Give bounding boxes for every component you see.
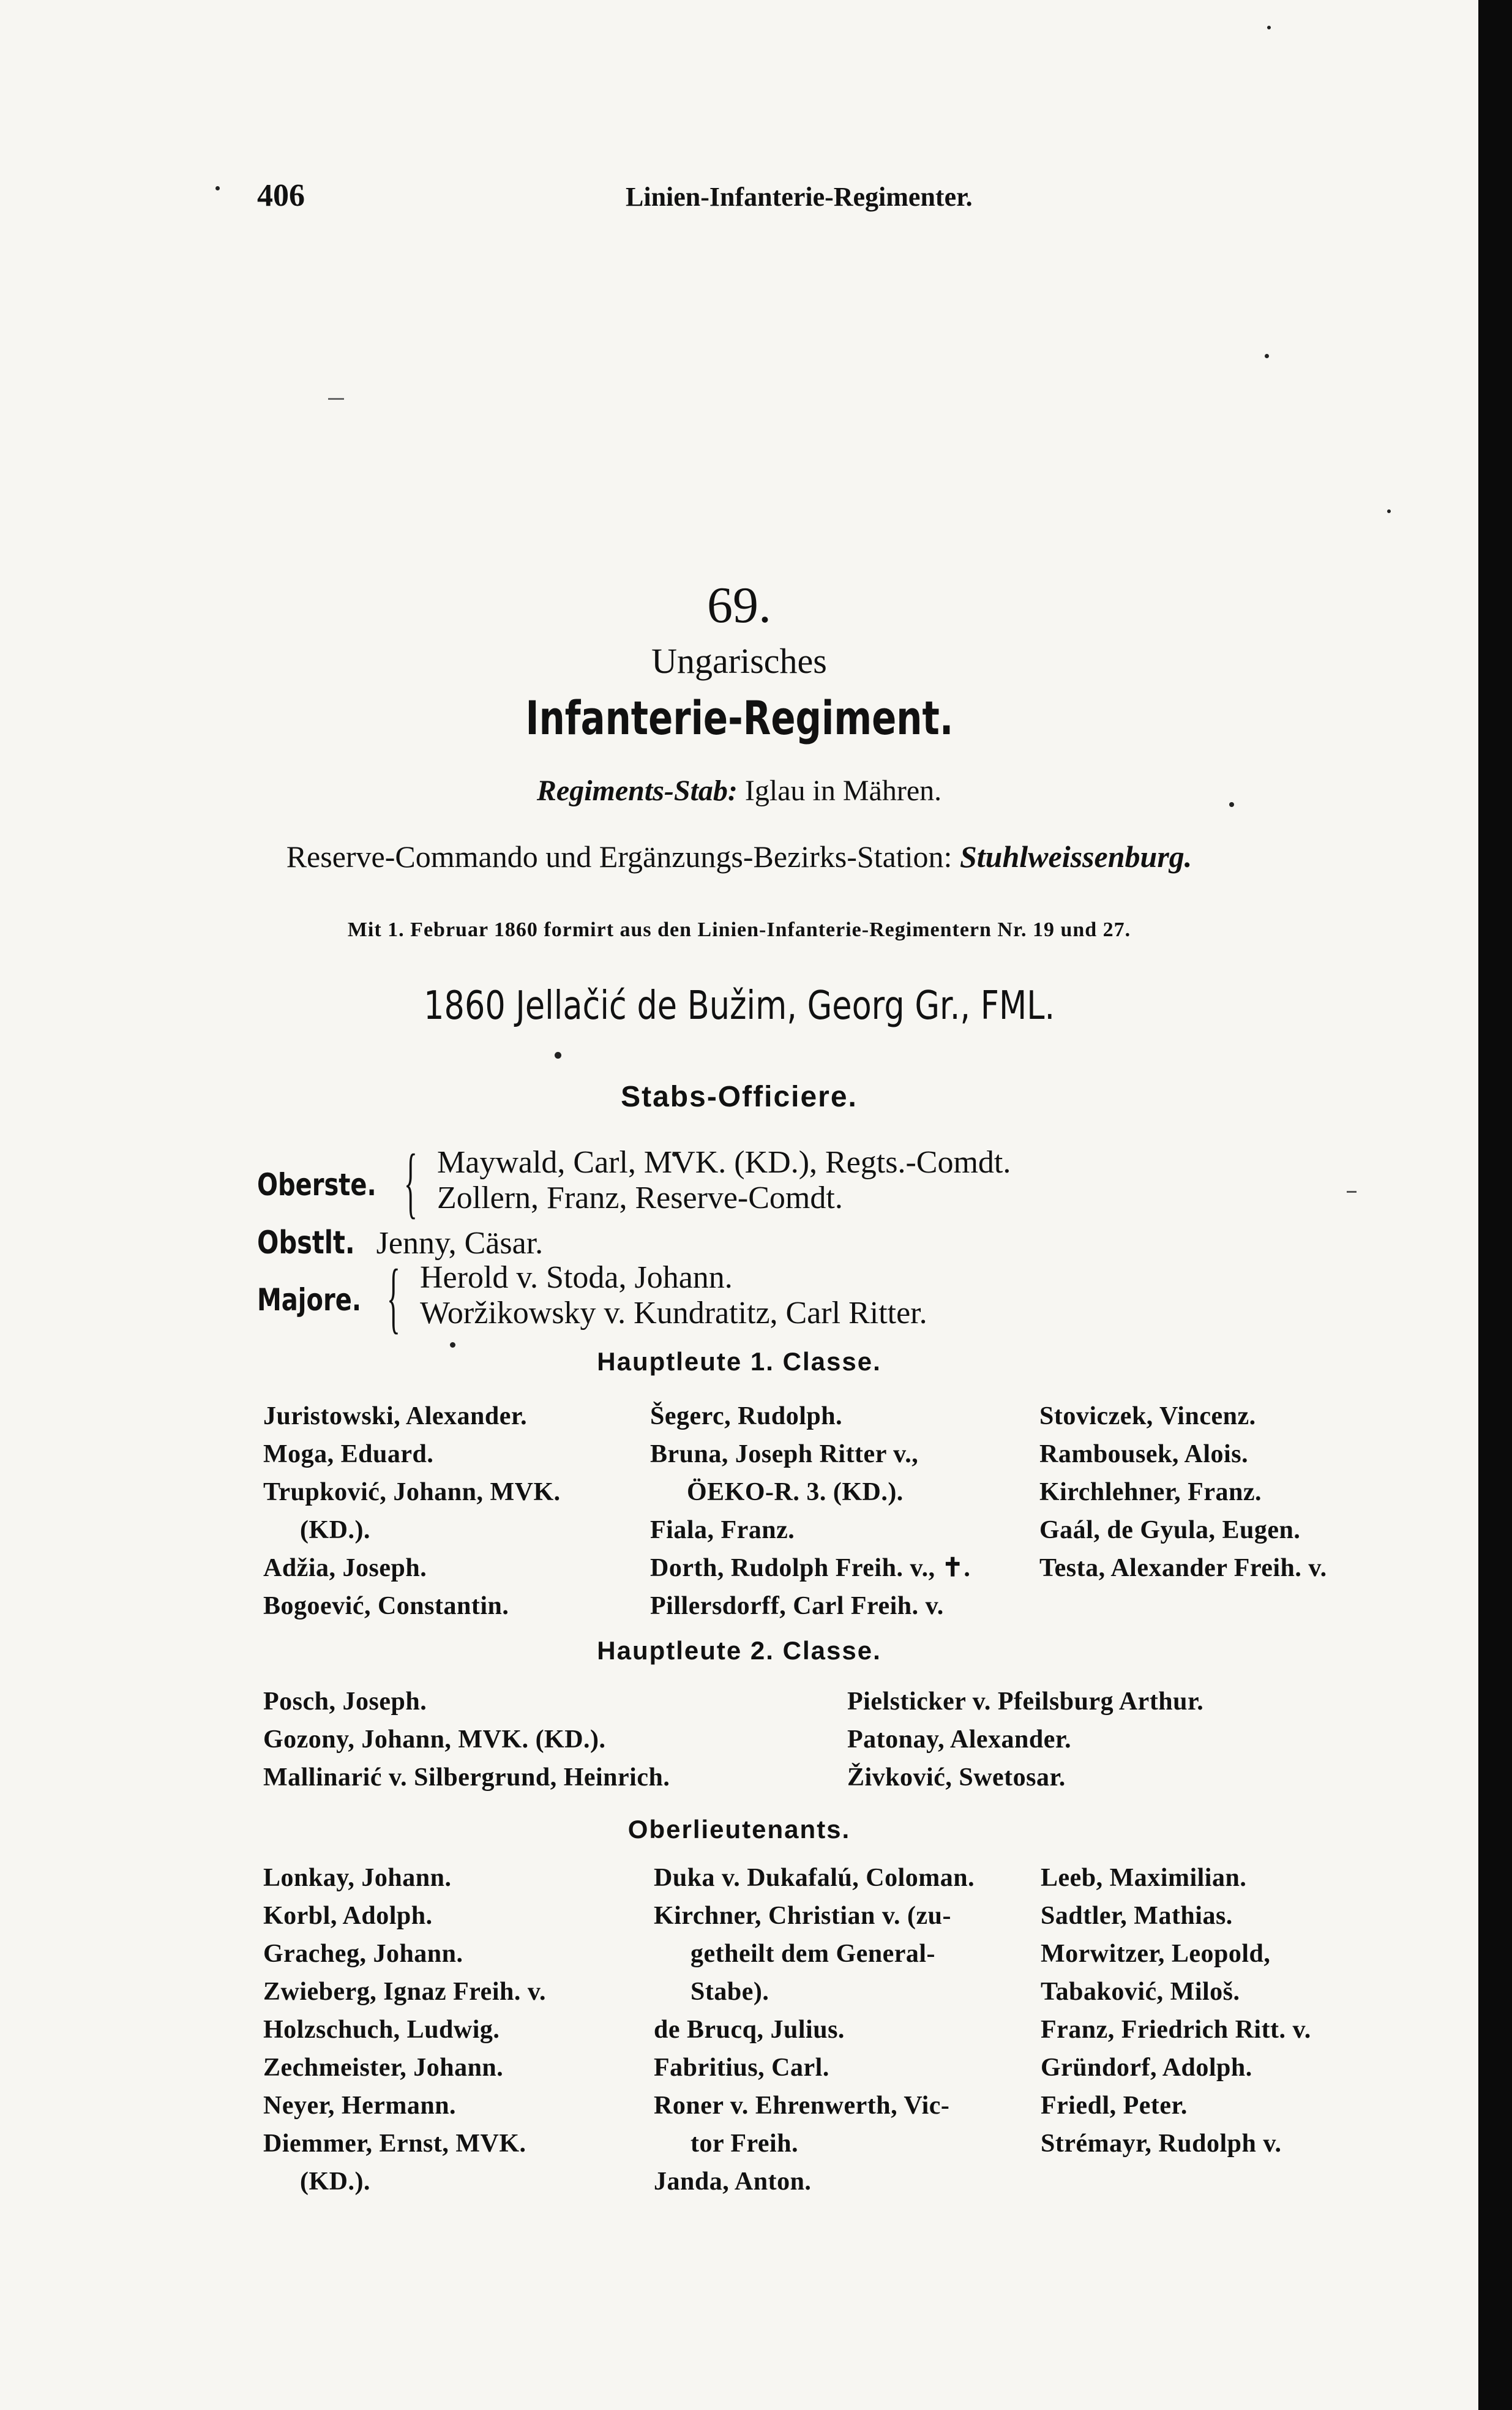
list-item: Roner v. Ehrenwerth, Vic- [654, 2092, 950, 2120]
list-item: getheilt dem General- [691, 1940, 936, 1968]
oberste-entry: Maywald, Carl, MVK. (KD.), Regts.-Comdt. [437, 1145, 1011, 1180]
list-item: ÖEKO-R. 3. (KD.). [687, 1478, 904, 1506]
brace-majore: { [387, 1253, 400, 1342]
list-item: de Brucq, Julius. [654, 2016, 845, 2044]
section-heading-hauptleute-2: Hauptleute 2. Classe. [597, 1636, 881, 1665]
obstlt-label: Obstlt. [257, 1225, 355, 1261]
list-item: Moga, Eduard. [263, 1440, 434, 1468]
list-item: Friedl, Peter. [1041, 2092, 1188, 2120]
oberste-label-text: Oberste. [257, 1167, 376, 1203]
list-item: Leeb, Maximilian. [1041, 1864, 1247, 1892]
print-speck [1267, 26, 1271, 29]
list-item: Korbl, Adolph. [263, 1902, 433, 1930]
list-item: Patonay, Alexander. [847, 1725, 1072, 1754]
section-heading-hauptleute-1: Hauptleute 1. Classe. [597, 1347, 881, 1376]
print-speck [215, 186, 220, 190]
hauptleute-1-col2 [650, 1397, 970, 1625]
regiment-type-text: Infanterie-Regiment. [525, 691, 953, 745]
hauptleute-2-col2 [847, 1683, 1203, 1796]
list-item: Gaál, de Gyula, Eugen. [1039, 1516, 1301, 1544]
list-item: Strémayr, Rudolph v. [1041, 2130, 1282, 2158]
hauptleute-1-col1 [263, 1397, 561, 1625]
reserve-line [0, 839, 1478, 874]
print-speck [1387, 509, 1391, 513]
regiment-nationality: Ungarisches [651, 641, 827, 681]
list-item: Pillersdorff, Carl Freih. v. [650, 1592, 944, 1620]
list-item: Trupković, Johann, MVK. [263, 1478, 561, 1506]
list-item: Šegerc, Rudolph. [650, 1402, 843, 1430]
oberlieutenants-col2 [654, 1859, 975, 2201]
list-item: Mallinarić v. Silbergrund, Heinrich. [263, 1763, 670, 1792]
oberste-list [437, 1145, 1011, 1216]
majore-list [420, 1260, 927, 1331]
majore-label [257, 1282, 387, 1318]
list-item: (KD.). [300, 1516, 370, 1544]
oberste-label [257, 1167, 406, 1203]
page-number: 406 [257, 178, 305, 213]
list-item: Gracheg, Johann. [263, 1940, 463, 1968]
list-item: Morwitzer, Leopold, [1041, 1940, 1271, 1968]
list-item: Holzschuch, Ludwig. [263, 2016, 500, 2044]
inhaber-line [0, 983, 1478, 1029]
list-item: Stoviczek, Vincenz. [1039, 1402, 1256, 1430]
list-item: Gozony, Johann, MVK. (KD.). [263, 1725, 606, 1754]
list-item: Lonkay, Johann. [263, 1864, 452, 1892]
brace-oberste: { [404, 1138, 417, 1226]
section-heading-stabs-officiere: Stabs-Officiere. [621, 1081, 858, 1113]
list-item: Janda, Anton. [654, 2168, 812, 2196]
list-item: Tabaković, Miloš. [1041, 1978, 1240, 2006]
regiment-type [0, 691, 1478, 745]
list-item: Kirchlehner, Franz. [1039, 1478, 1262, 1506]
running-title: Linien-Infanterie-Regimenter. [626, 182, 973, 212]
list-item: Diemmer, Ernst, MVK. [263, 2130, 526, 2158]
list-item: Fiala, Franz. [650, 1516, 795, 1544]
list-item: Duka v. Dukafalú, Coloman. [654, 1864, 975, 1892]
list-item: Zechmeister, Johann. [263, 2054, 504, 2082]
majore-label-text: Majore. [257, 1282, 362, 1318]
list-item: Kirchner, Christian v. (zu- [654, 1902, 952, 1930]
hauptleute-1-col3 [1039, 1397, 1327, 1587]
oberlieutenants-col1 [263, 1859, 546, 2201]
print-mark [1347, 1191, 1357, 1193]
inhaber-text: 1860 Jellačić de Bužim, Georg Gr., FML. [423, 983, 1055, 1029]
print-speck [555, 1052, 561, 1059]
list-item: Fabritius, Carl. [654, 2054, 829, 2082]
list-item: Pielsticker v. Pfeilsburg Arthur. [847, 1687, 1204, 1716]
list-item: tor Freih. [691, 2130, 799, 2158]
list-item: Franz, Friedrich Ritt. v. [1041, 2016, 1311, 2044]
list-item: Rambousek, Alois. [1039, 1440, 1249, 1468]
list-item: (KD.). [300, 2168, 370, 2196]
list-item: Adžia, Joseph. [263, 1554, 427, 1582]
majore-entry: Herold v. Stoda, Johann. [420, 1260, 733, 1295]
hauptleute-2-col1 [263, 1683, 670, 1796]
list-item: Sadtler, Mathias. [1041, 1902, 1233, 1930]
list-item: Živković, Swetosar. [847, 1763, 1066, 1792]
list-item: Juristowski, Alexander. [263, 1402, 528, 1430]
list-item: Bruna, Joseph Ritter v., [650, 1440, 919, 1468]
obstlt-entry: Jenny, Cäsar. [376, 1226, 544, 1261]
list-item: Stabe). [691, 1978, 769, 2006]
majore-entry: Woržikowsky v. Kundratitz, Carl Ritter. [420, 1296, 927, 1331]
oberste-entry: Zollern, Franz, Reserve-Comdt. [437, 1181, 843, 1215]
formation-note: Mit 1. Februar 1860 formirt aus den Linien-Infanterie-Regimentern Nr. 19 und 27. [347, 918, 1131, 941]
print-mark [328, 398, 344, 400]
section-heading-oberlieutenants: Oberlieutenants. [627, 1815, 851, 1844]
list-item: Bogoević, Constantin. [263, 1592, 509, 1620]
list-item: Dorth, Rudolph Freih. v., ✝. [650, 1554, 971, 1582]
regiment-stab-location: Iglau in Mähren. [744, 775, 942, 807]
reserve-location: Stuhlweissenburg. [959, 839, 1192, 874]
list-item: Testa, Alexander Freih. v. [1039, 1554, 1327, 1582]
oberlieutenants-col3 [1041, 1859, 1311, 2163]
list-item: Neyer, Hermann. [263, 2092, 457, 2120]
list-item: Posch, Joseph. [263, 1687, 427, 1716]
regiment-stab-label: Regiments-Stab: [536, 775, 738, 807]
reserve-label: Reserve-Commando und Ergänzungs-Bezirks-Station: [286, 839, 952, 874]
print-speck [1265, 354, 1269, 358]
list-item: Zwieberg, Ignaz Freih. v. [263, 1978, 547, 2006]
regiment-number: 69. [707, 577, 771, 634]
regiment-stab-line [0, 774, 1478, 808]
list-item: Gründorf, Adolph. [1041, 2054, 1252, 2082]
